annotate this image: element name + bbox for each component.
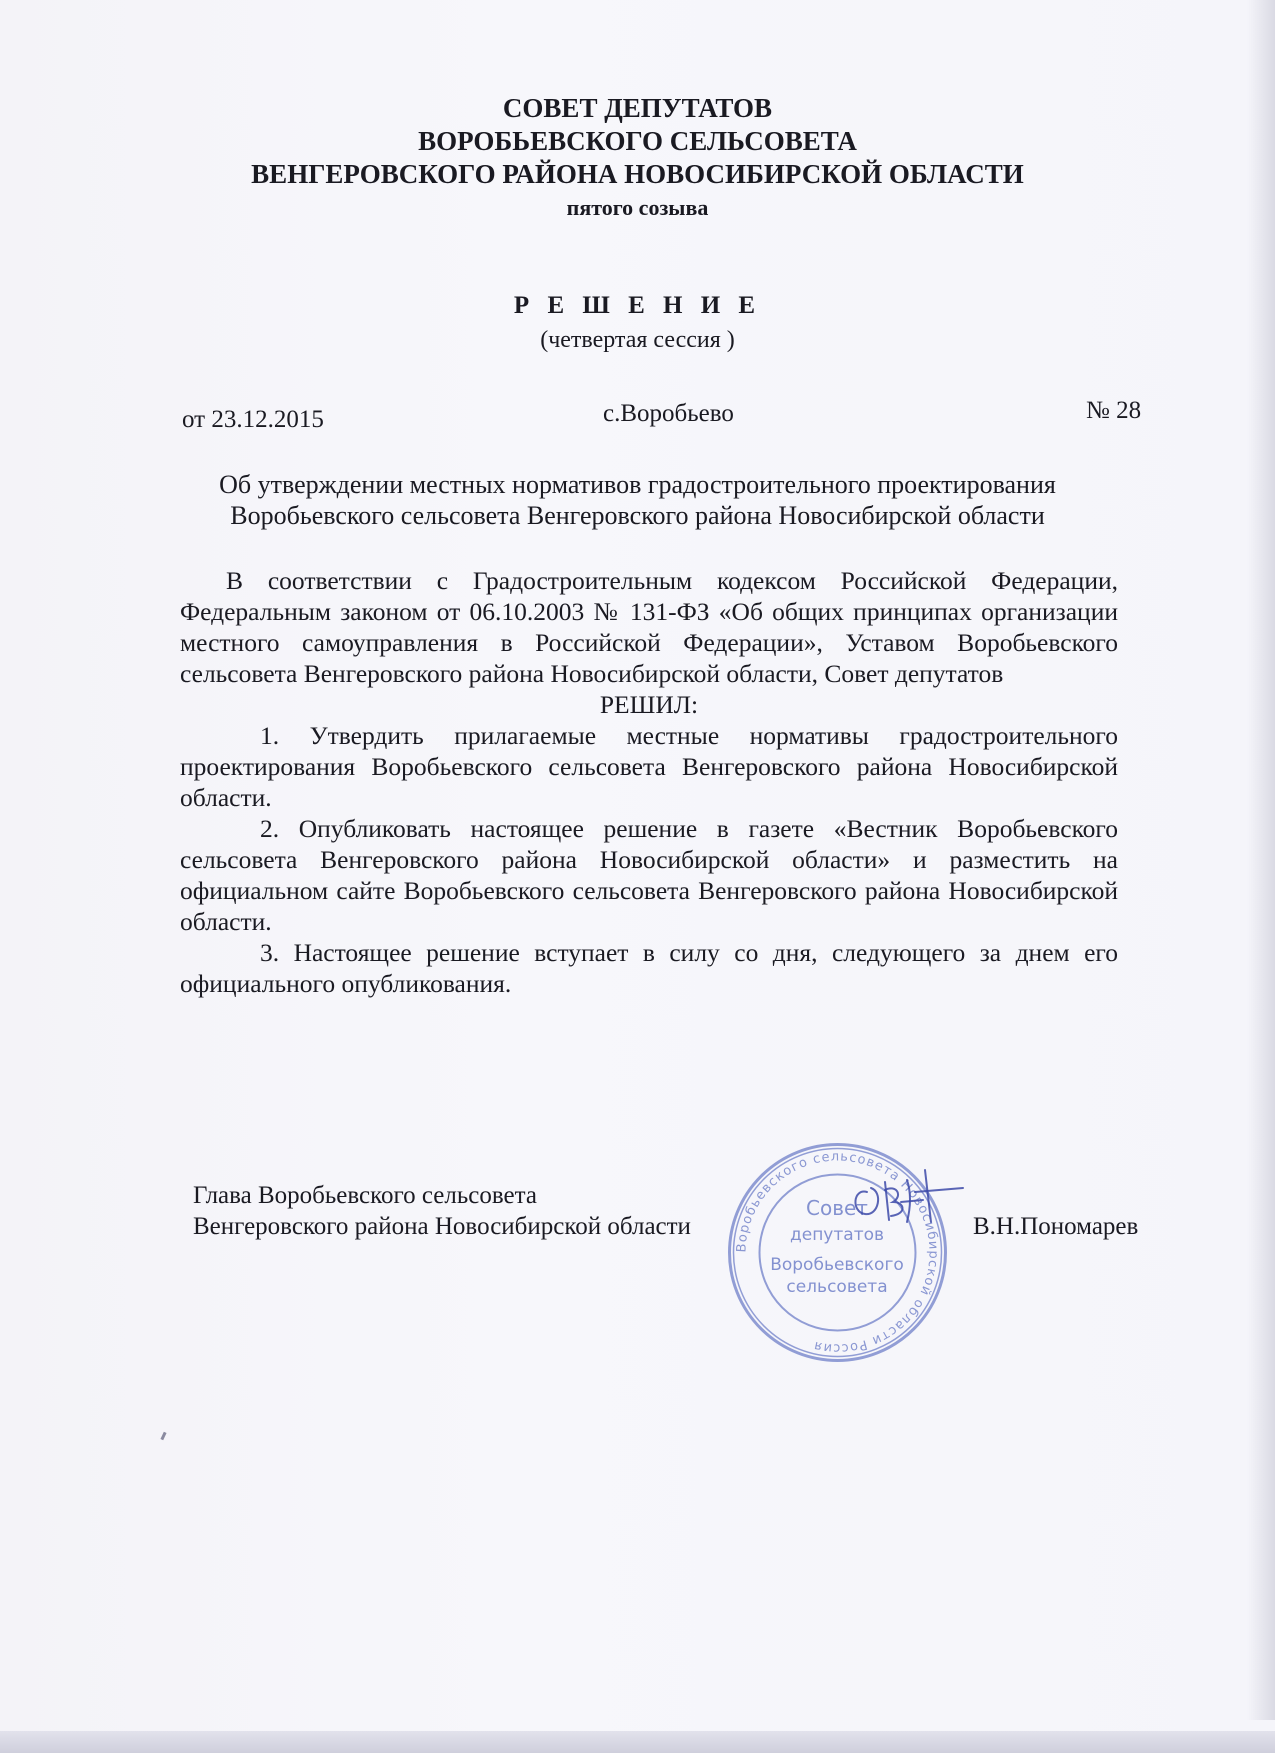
- subject-line-1: Об утверждении местных нормативов градостроительного проектирования: [219, 470, 1056, 499]
- decision-place: с.Воробьево: [603, 400, 734, 427]
- seal-center-line-4: сельсовета: [786, 1277, 888, 1297]
- resolution-item-3: 3. Настоящее решение вступает в силу со дня, следующего за днем его официального опубликования.: [180, 938, 1118, 998]
- page-bottom-edge: [0, 1731, 1275, 1753]
- seal-center-line-2: депутатов: [789, 1225, 885, 1245]
- decision-subject: [160, 469, 1115, 531]
- preamble-paragraph: В соответствии с Градостроительным кодексом Российской Федерации, Федеральным законом от 06.10.2003 № 131-ФЗ «Об общих принципах организации местного самоуправления в Российской Федерации», Уставом Воробьевского сельсовета Венгеровского района Новосибирской области, Совет депутатов: [180, 566, 1118, 688]
- page-fold-shadow: [1247, 0, 1275, 1720]
- decision-number: № 28: [1086, 397, 1142, 424]
- subject-line-2: Воробьевского сельсовета Венгеровского района Новосибирской области: [230, 501, 1045, 530]
- seal-center-line-1: Совет: [806, 1196, 868, 1220]
- resolution-item-2: 2. Опубликовать настоящее решение в газете «Вестник Воробьевского сельсовета Венгеровского района Новосибирской области» и разместить на официальном сайте Воробьевского сельсовета Венгеровского района Новосибирской области.: [180, 814, 1118, 936]
- session-subtitle: (четвертая сессия ): [540, 327, 735, 353]
- decision-body: [180, 565, 1118, 999]
- council-header: [0, 92, 1275, 224]
- header-line-1: СОВЕТ ДЕПУТАТОВ: [502, 93, 773, 123]
- seal-center-line-3: Воробьевского: [770, 1255, 904, 1275]
- seal-ring-text: Воробьевского сельсовета Новосибирской области Россия: [734, 1149, 941, 1356]
- handwritten-signature-icon: [845, 1162, 965, 1232]
- header-line-2: ВОРОБЬЕВСКОГО СЕЛЬСОВЕТА: [418, 126, 857, 156]
- header-convocation: пятого созыва: [566, 195, 709, 220]
- header-line-3: ВЕНГЕРОВСКОГО РАЙОНА НОВОСИБИРСКОЙ ОБЛАСТИ: [251, 159, 1024, 189]
- resolution-item-1: 1. Утвердить прилагаемые местные нормативы градостроительного проектирования Воробьевского сельсовета Венгеровского района Новосибирской области.: [180, 721, 1118, 812]
- signatory-position-line-2: Венгеровского района Новосибирской области: [193, 1213, 691, 1240]
- resolved-heading: РЕШИЛ:: [599, 690, 699, 719]
- decision-date: от 23.12.2015: [182, 406, 324, 433]
- signatory-name: В.Н.Пономарев: [973, 1213, 1139, 1240]
- document-title: Р Е Ш Е Н И Е: [513, 292, 762, 319]
- signatory-position: [193, 1180, 691, 1242]
- signatory-position-line-1: Глава Воробьевского сельсовета: [193, 1182, 537, 1209]
